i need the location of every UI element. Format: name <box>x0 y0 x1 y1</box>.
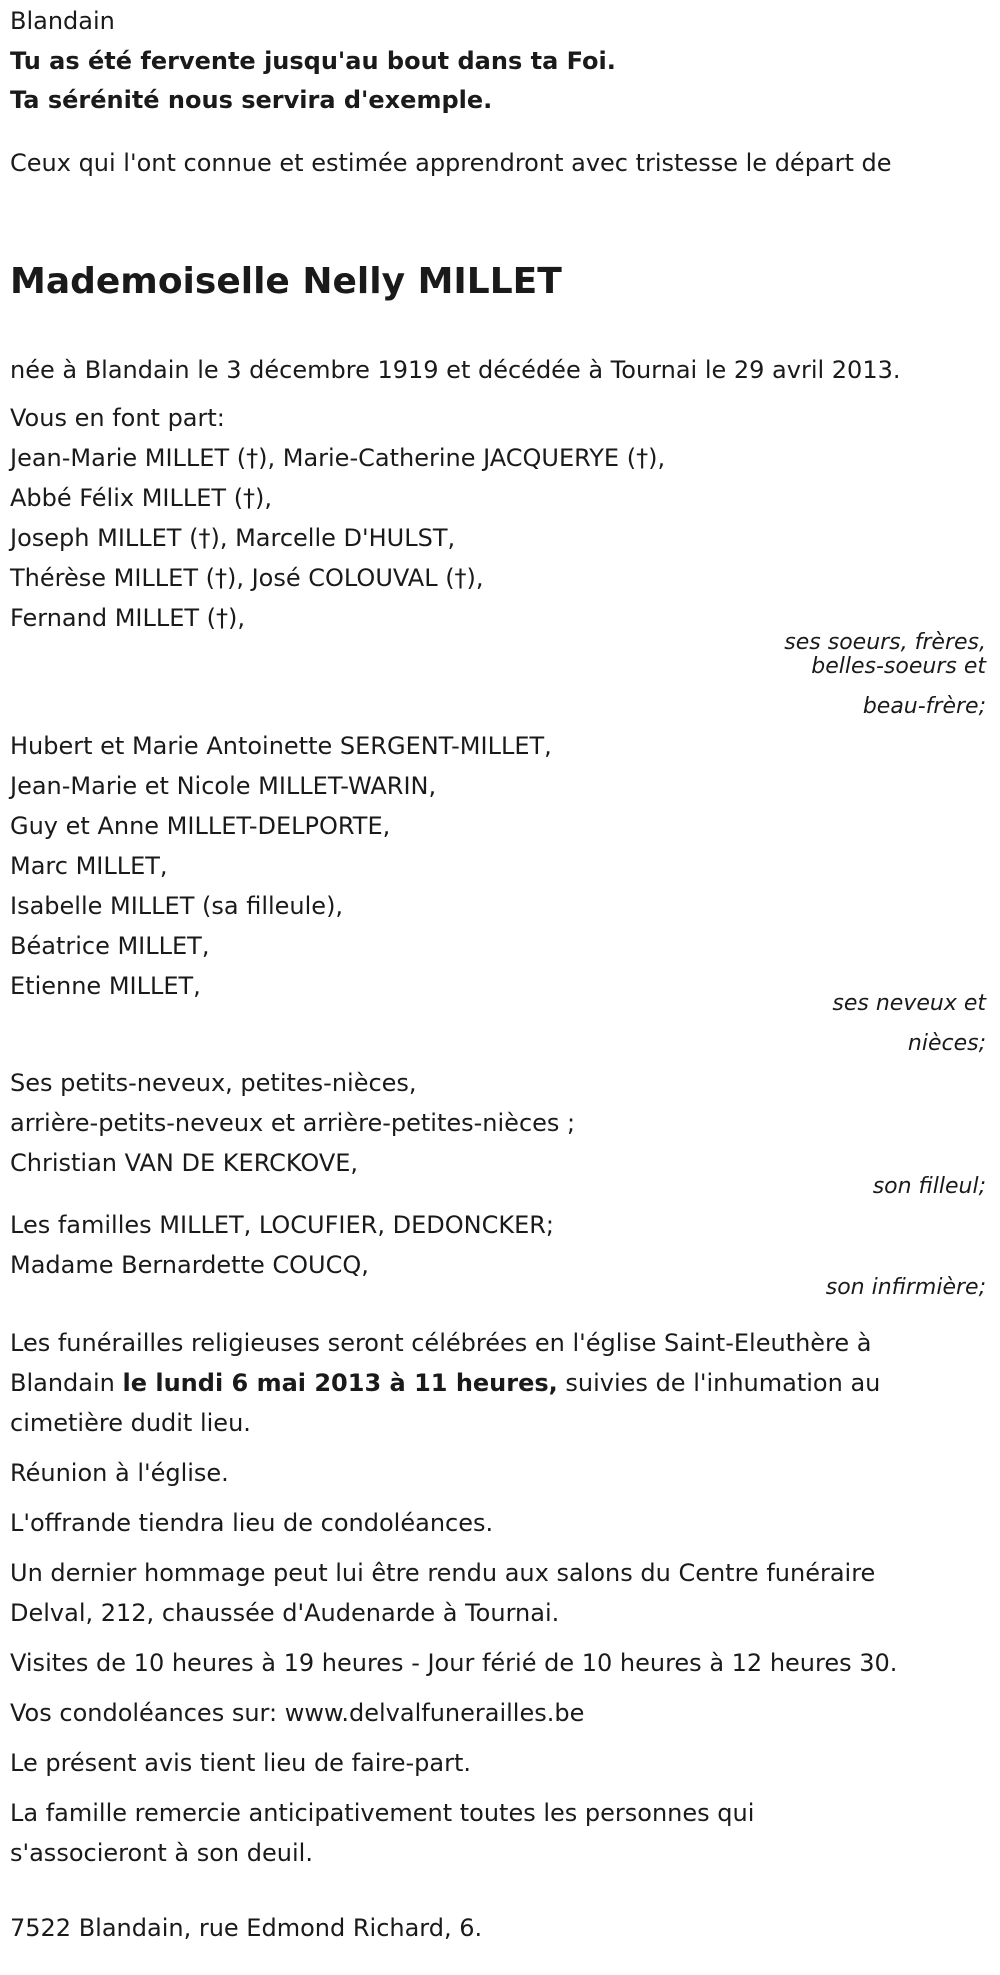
relation-label: belles-soeurs et <box>811 654 986 679</box>
relation-label: ses neveux et <box>832 991 986 1016</box>
other-family-line: Madame Bernardette COUCQ, <box>10 1251 369 1279</box>
funeral-place: Blandain <box>10 1369 123 1397</box>
nephew-line: Hubert et Marie Antoinette SERGENT-MILLET, <box>10 732 552 760</box>
relation-label: beau-frère; <box>862 694 986 719</box>
condolences-text: Vos condoléances sur: www.delvalfunerailles.be <box>10 1699 585 1727</box>
relation-label: son infirmière; <box>825 1275 986 1300</box>
deceased-name: Mademoiselle Nelly MILLET <box>10 261 562 302</box>
nephew-line: Jean-Marie et Nicole MILLET-WARIN, <box>10 772 437 800</box>
relation-label: ses soeurs, frères, <box>784 630 986 655</box>
grand-nephew-line: Christian VAN DE KERCKOVE, <box>10 1149 359 1177</box>
other-family-line: Les familles MILLET, LOCUFIER, DEDONCKER; <box>10 1211 554 1239</box>
relation-label: nièces; <box>907 1031 986 1056</box>
verse-line-2: Ta sérénité nous servira d'exemple. <box>10 86 493 114</box>
relation-label: son filleul; <box>872 1174 986 1199</box>
funeral-text-line: Les funérailles religieuses seront célébrées en l'église Saint-Eleuthère à <box>10 1329 872 1357</box>
nephew-line: Isabelle MILLET (sa filleule), <box>10 892 344 920</box>
tribute-text: Delval, 212, chaussée d'Audenarde à Tournai. <box>10 1599 560 1627</box>
nephew-line: Etienne MILLET, <box>10 972 201 1000</box>
funeral-date-line <box>10 1368 880 1398</box>
sibling-line: Abbé Félix MILLET (†), <box>10 484 273 512</box>
place-heading: Blandain <box>10 7 115 35</box>
nephew-line: Béatrice MILLET, <box>10 932 210 960</box>
sibling-line: Thérèse MILLET (†), José COLOUVAL (†), <box>10 564 484 592</box>
thanks-text: s'associeront à son deuil. <box>10 1839 313 1867</box>
grand-nephew-line: arrière-petits-neveux et arrière-petites-nièces ; <box>10 1109 576 1137</box>
notice-text: Le présent avis tient lieu de faire-part. <box>10 1749 472 1777</box>
nephew-line: Guy et Anne MILLET-DELPORTE, <box>10 812 391 840</box>
funeral-text-line: cimetière dudit lieu. <box>10 1409 251 1437</box>
funeral-burial: suivies de l'inhumation au <box>557 1369 881 1397</box>
sibling-line: Fernand MILLET (†), <box>10 604 246 632</box>
birth-death-text: née à Blandain le 3 décembre 1919 et décédée à Tournai le 29 avril 2013. <box>10 356 901 384</box>
offering-text: L'offrande tiendra lieu de condoléances. <box>10 1509 494 1537</box>
funeral-date: le lundi 6 mai 2013 à 11 heures, <box>122 1369 558 1397</box>
nephew-line: Marc MILLET, <box>10 852 168 880</box>
sibling-line: Jean-Marie MILLET (†), Marie-Catherine JACQUERYE (†), <box>10 444 666 472</box>
sibling-line: Joseph MILLET (†), Marcelle D'HULST, <box>10 524 456 552</box>
family-intro: Vous en font part: <box>10 404 225 432</box>
visits-text: Visites de 10 heures à 19 heures - Jour férié de 10 heures à 12 heures 30. <box>10 1649 898 1677</box>
meeting-text: Réunion à l'église. <box>10 1459 229 1487</box>
tribute-text: Un dernier hommage peut lui être rendu aux salons du Centre funéraire <box>10 1559 876 1587</box>
intro-text: Ceux qui l'ont connue et estimée apprendront avec tristesse le départ de <box>10 149 892 177</box>
verse-line-1: Tu as été fervente jusqu'au bout dans ta Foi. <box>10 47 616 75</box>
grand-nephew-line: Ses petits-neveux, petites-nièces, <box>10 1069 417 1097</box>
thanks-text: La famille remercie anticipativement toutes les personnes qui <box>10 1799 755 1827</box>
address-text: 7522 Blandain, rue Edmond Richard, 6. <box>10 1914 483 1942</box>
